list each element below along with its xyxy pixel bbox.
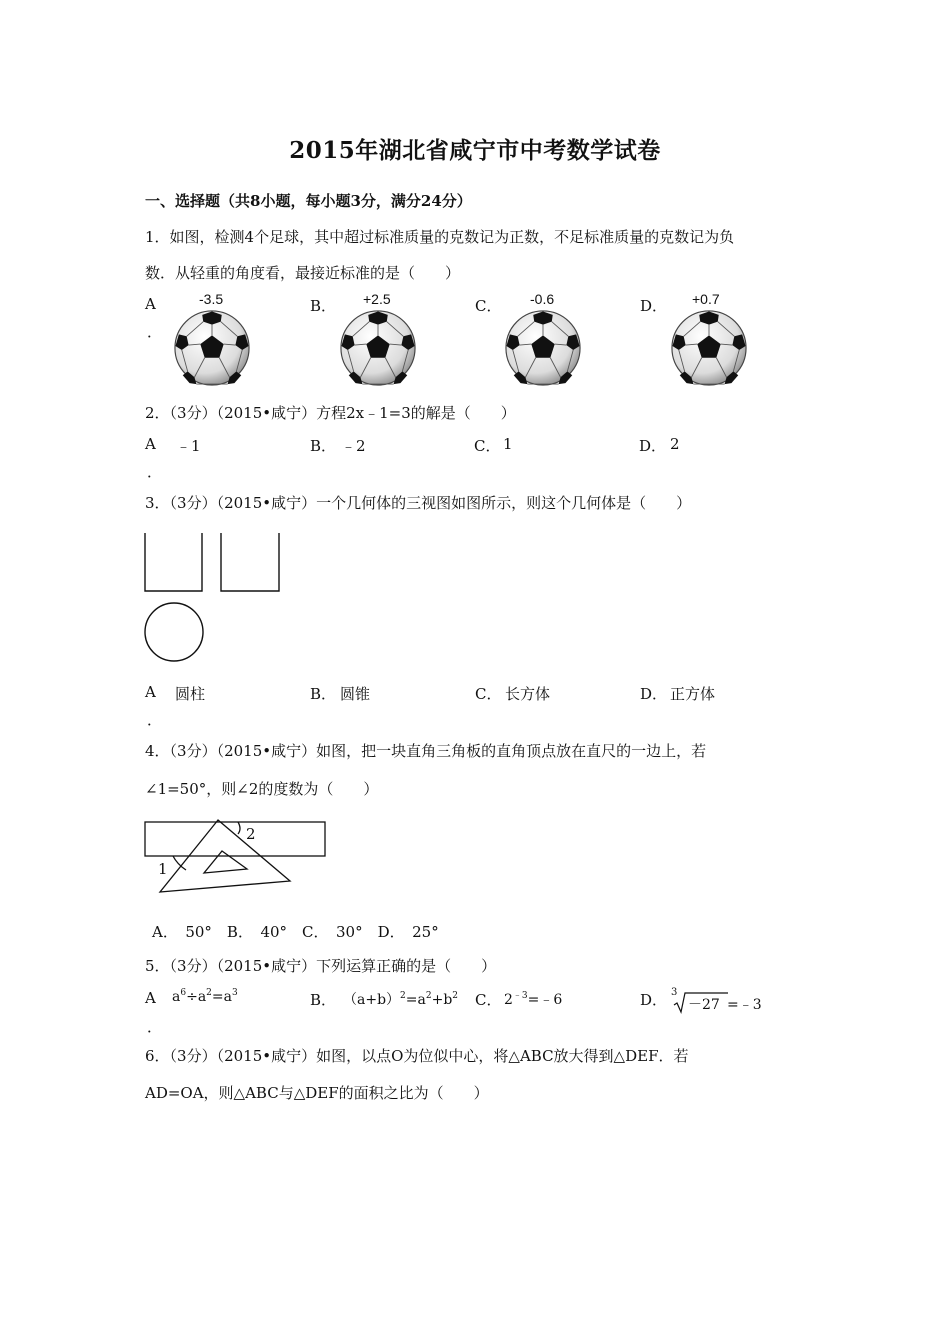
- q1-option-a-letter: A: [145, 295, 156, 313]
- q2-stem: 2．（3分）（2015•咸宁）方程2x﹣1=3的解是（ ）: [145, 404, 516, 422]
- q2-option-d-letter: D．: [639, 437, 667, 455]
- q1-option-a-dot: ．: [147, 323, 163, 341]
- q5-option-b-letter: B．: [310, 991, 337, 1009]
- q3-stem: 3．（3分）（2015•咸宁）一个几何体的三视图如图所示，则这个几何体是（ ）: [145, 494, 692, 512]
- section-heading: 一、选择题（共8小题，每小题3分，满分24分）: [145, 192, 472, 210]
- q2-option-a-letter: A: [145, 435, 156, 453]
- q2-option-c-letter: C．: [474, 437, 501, 455]
- q5-option-a-expr: $a^6\div a^2=a^3$: [172, 988, 238, 1005]
- q3-option-b-letter: B．: [310, 685, 337, 703]
- q3-option-a-letter: A: [145, 683, 156, 701]
- top-view-circle: [145, 603, 203, 661]
- q4-options: A． 50° B． 40° C． 30° D． 25°: [152, 923, 439, 941]
- q2-option-c-text: 1: [503, 435, 513, 453]
- q3-option-a-text: 圆柱: [175, 685, 206, 703]
- three-view-figure: [140, 528, 290, 670]
- q3-option-b-text: 圆锥: [340, 685, 371, 703]
- angle-2-arc: [238, 822, 240, 834]
- q5-radical-index: 3: [671, 987, 678, 998]
- q6-line1: 6．（3分）（2015•咸宁）如图，以点O为位似中心，将△ABC放大得到△DEF．若: [145, 1047, 689, 1065]
- q1-option-b-letter: B．: [310, 297, 337, 315]
- angle-1-label: 1: [158, 860, 168, 878]
- q1-line1: 1．如图，检测4个足球，其中超过标准质量的克数记为正数，不足标准质量的克数记为负: [145, 228, 735, 246]
- q5-option-d-rhs: =﹣3: [727, 997, 762, 1013]
- q5-stem: 5．（3分）（2015•咸宁）下列运算正确的是（ ）: [145, 957, 497, 975]
- q5-option-c-expr: $2^{﹣3}=﹣6$: [504, 991, 563, 1008]
- q5-option-a-letter: A: [145, 989, 156, 1007]
- q4-line2: ∠1=50°，则∠2的度数为（ ）: [145, 780, 379, 798]
- q5-radicand: －27: [688, 997, 720, 1013]
- q4-line1: 4．（3分）（2015•咸宁）如图，把一块直角三角板的直角顶点放在直尺的一边上，若: [145, 742, 707, 760]
- side-view-outline: [221, 533, 279, 591]
- front-view-outline: [145, 533, 202, 591]
- q1-ball-b-label: +2.5: [363, 291, 391, 307]
- q5-option-b-expr: $(a+b)^2=a^2+b^2$: [343, 991, 459, 1008]
- triangle-inner: [204, 851, 247, 873]
- q2-option-d-text: 2: [670, 435, 680, 453]
- q5-option-d-letter: D．: [640, 991, 668, 1009]
- soccer-ball-icon: [670, 309, 748, 387]
- q3-option-d-text: 正方体: [670, 685, 716, 703]
- q3-option-c-letter: C．: [475, 685, 502, 703]
- angle-2-label: 2: [246, 825, 256, 843]
- q5-option-c-letter: C．: [475, 991, 502, 1009]
- q3-option-a-dot: ．: [147, 711, 163, 729]
- q3-option-d-letter: D．: [640, 685, 668, 703]
- soccer-ball-icon: [339, 309, 417, 387]
- page-title: 2015年湖北省咸宁市中考数学试卷: [289, 137, 661, 164]
- q1-option-d-letter: D．: [640, 297, 668, 315]
- q2-option-a-dot: ．: [147, 463, 163, 481]
- ruler-triangle-figure: [140, 815, 332, 900]
- q2-option-a-text: ﹣1: [176, 437, 201, 455]
- soccer-ball-icon: [173, 309, 251, 387]
- q3-option-c-text: 长方体: [505, 685, 551, 703]
- ruler-outline: [145, 822, 325, 856]
- q6-line2: AD=OA，则△ABC与△DEF的面积之比为（ ）: [145, 1084, 489, 1102]
- q1-ball-d-label: +0.7: [692, 291, 720, 307]
- q1-ball-c-label: -0.6: [530, 291, 555, 307]
- q5-option-a-dot: ．: [147, 1018, 163, 1036]
- q2-option-b-text: ﹣2: [341, 437, 366, 455]
- soccer-ball-icon: [504, 309, 582, 387]
- q1-ball-a-label: -3.5: [199, 291, 224, 307]
- q2-option-b-letter: B．: [310, 437, 337, 455]
- q1-option-c-letter: C．: [475, 297, 502, 315]
- q1-line2: 数．从轻重的角度看，最接近标准的是（ ）: [145, 264, 461, 282]
